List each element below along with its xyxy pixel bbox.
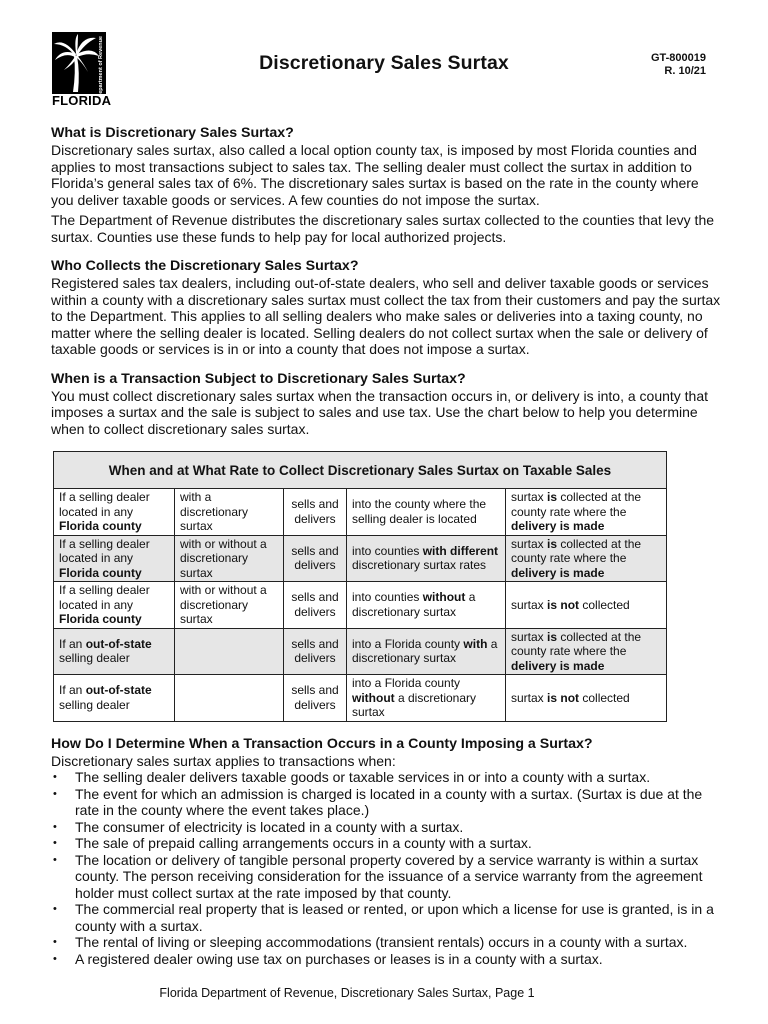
dealer-cell [54,582,175,629]
action-cell [284,535,347,582]
destination-text: a discretionary surtax [352,636,498,666]
result-text: collected [579,597,630,612]
dealer-cell [54,628,175,675]
dealer-cell [54,535,175,582]
result-text: surtax [511,597,548,612]
action-text: sells and delivers [291,543,339,573]
surtax-status-text: with or without a discretionary surtax [180,536,267,580]
table-row [54,675,667,722]
dealer-text: If a selling dealer located in any [59,490,150,519]
form-number: GT-800019 [650,52,706,64]
result-text: surtax [511,490,548,504]
table-row [54,489,667,536]
list-item: • The commercial real property that is leased or rented, or upon which a license for use is granted, is in a county with a surtax. [51,901,721,934]
result-cell [506,535,667,582]
result-text: collected at the county rate where the [511,490,642,519]
result-text: collected [579,690,630,705]
result-cell [506,582,667,629]
revision-date: R. 10/21 [664,65,706,77]
destination-text: a discretionary surtax [352,590,476,619]
result-text: surtax [511,536,548,551]
action-text: sells and delivers [291,683,339,712]
dealer-type: Florida county [59,565,142,580]
dealer-type: out-of-state [85,683,152,698]
destination-emphasis: without [422,590,466,605]
paragraph: The Department of Revenue distributes the discretionary sales surtax collected to the counties that levy the surtax. Counties use these funds to help pay for local authorized projects. [51,212,715,245]
list-item: • The location or delivery of tangible personal property covered by a service warranty is within a surtax county. The person receiving consideration for the issuance of a service warranty from the agreement holder must collect surtax at the rate imposed by that county. [51,852,721,902]
action-cell [284,582,347,629]
destination-cell [347,535,506,582]
paragraph: Discretionary sales surtax applies to transactions when: [51,752,396,769]
dealer-text: If a selling dealer located in any [59,536,150,565]
destination-emphasis: with different [422,543,499,558]
action-text: sells and delivers [291,590,339,619]
result-emphasis: is [547,490,558,504]
surtax-status-cell [175,582,284,629]
surtax-status-cell [175,535,284,582]
result-emphasis: delivery is made [511,565,605,580]
surtax-chart [53,451,667,722]
destination-cell [347,489,506,536]
destination-cell [347,582,506,629]
destination-text: discretionary surtax rates [352,558,487,573]
surtax-status-text: with a discretionary surtax [180,490,249,533]
result-emphasis: is [547,629,558,644]
section-heading-how: How Do I Determine When a Transaction Occurs in a County Imposing a Surtax? [51,735,593,752]
result-text: collected at the county rate where the [511,629,642,658]
page-title: Discretionary Sales Surtax [259,52,509,74]
dealer-text: If an [59,636,83,651]
form-id [651,52,706,78]
page-footer: Florida Department of Revenue, Discretionary Sales Surtax, Page 1 [159,986,535,1000]
result-emphasis: delivery is made [511,658,605,673]
dealer-type: out-of-state [85,636,152,651]
action-cell [284,675,347,722]
bullet-list [51,769,721,967]
result-cell [506,628,667,675]
list-item: • The selling dealer delivers taxable goods or taxable services in or into a county with a surtax. [51,769,721,786]
dealer-text: If an [59,683,83,698]
table-row [54,628,667,675]
destination-text: into the county where the selling dealer is located [352,497,487,526]
table-row [54,535,667,582]
destination-text: into a Florida county [352,676,461,690]
paragraph: Discretionary sales surtax, also called a local option county tax, is imposed by most Florida counties and applies to most transactions subject to sales tax. The selling dealer must collect the surtax in addition to Florida’s general sales tax of 6%. The discretionary sales surtax is based on the rate in the county where you deliver taxable goods or services. A few counties do not impose the surtax. [51,142,699,208]
action-cell [284,489,347,536]
list-item: • A registered dealer owing use tax on purchases or leases is in a county with a surtax. [51,951,721,968]
dealer-text: selling dealer [59,651,130,666]
logo-vertical-text: Department of Revenue [98,36,104,98]
result-emphasis: is not [547,597,580,612]
result-text: collected at the county rate where the [511,536,642,565]
dealer-type: Florida county [59,519,142,533]
section-heading-what: What is Discretionary Sales Surtax? [51,125,294,141]
logo-wordmark: FLORIDA [52,93,112,108]
list-item: • The event for which an admission is charged is located in a county with a surtax. (Surtax is due at the rate in the county where the event takes place.) [51,786,721,819]
section-heading-when: When is a Transaction Subject to Discretionary Sales Surtax? [51,370,466,387]
list-item: • The consumer of electricity is located in a county with a surtax. [51,819,721,836]
table-row [54,582,667,629]
result-emphasis: delivery is made [511,519,605,533]
result-emphasis: is [547,536,558,551]
result-emphasis: is not [547,690,580,705]
paragraph: Registered sales tax dealers, including out-of-state dealers, who sell and deliver taxable goods or services within a county with a discretionary sales surtax must collect the tax from their customers and pay the surtax to the Department. This applies to all selling dealers who make sales or deliveries into a taxing county, no matter where the selling dealer is located. Selling dealers do not collect surtax when the sale or delivery of taxable goods or services is in or into a county that does not impose a surtax. [51,275,721,357]
dealer-type: Florida county [59,612,142,626]
list-item: • The sale of prepaid calling arrangements occurs in a county with a surtax. [51,835,721,852]
paragraph: You must collect discretionary sales surtax when the transaction occurs in, or delivery is into, a county that imposes a surtax and the sale is subject to sales and use tax. Use the chart below to help you determine when to collect discretionary sales surtax. [51,387,709,437]
result-cell [506,675,667,722]
destination-cell [347,675,506,722]
action-text: sells and delivers [291,636,339,666]
dealer-text: selling dealer [59,697,130,712]
result-cell [506,489,667,536]
action-cell [284,628,347,675]
chart-title: When and at What Rate to Collect Discretionary Sales Surtax on Taxable Sales [54,452,667,489]
result-text: surtax [511,690,548,705]
destination-text: a discretionary surtax [352,690,477,719]
destination-emphasis: with [463,636,488,651]
destination-cell [347,628,506,675]
section-heading-who: Who Collects the Discretionary Sales Surtax? [51,258,359,274]
surtax-status-cell [175,628,284,675]
surtax-status-text: with or without a discretionary surtax [180,583,267,626]
dealer-cell [54,489,175,536]
surtax-status-cell [175,675,284,722]
dealer-cell [54,675,175,722]
result-text: surtax [511,629,548,644]
destination-emphasis: without [352,690,395,705]
document-body [51,125,721,967]
destination-text: into a Florida county [352,636,464,651]
surtax-status-cell [175,489,284,536]
destination-text: into counties [352,543,423,558]
destination-text: into counties [352,590,423,605]
action-text: sells and delivers [291,497,339,526]
dealer-text: If a selling dealer located in any [59,583,150,612]
list-item: • The rental of living or sleeping accommodations (transient rentals) occurs in a county with a surtax. [51,934,721,951]
